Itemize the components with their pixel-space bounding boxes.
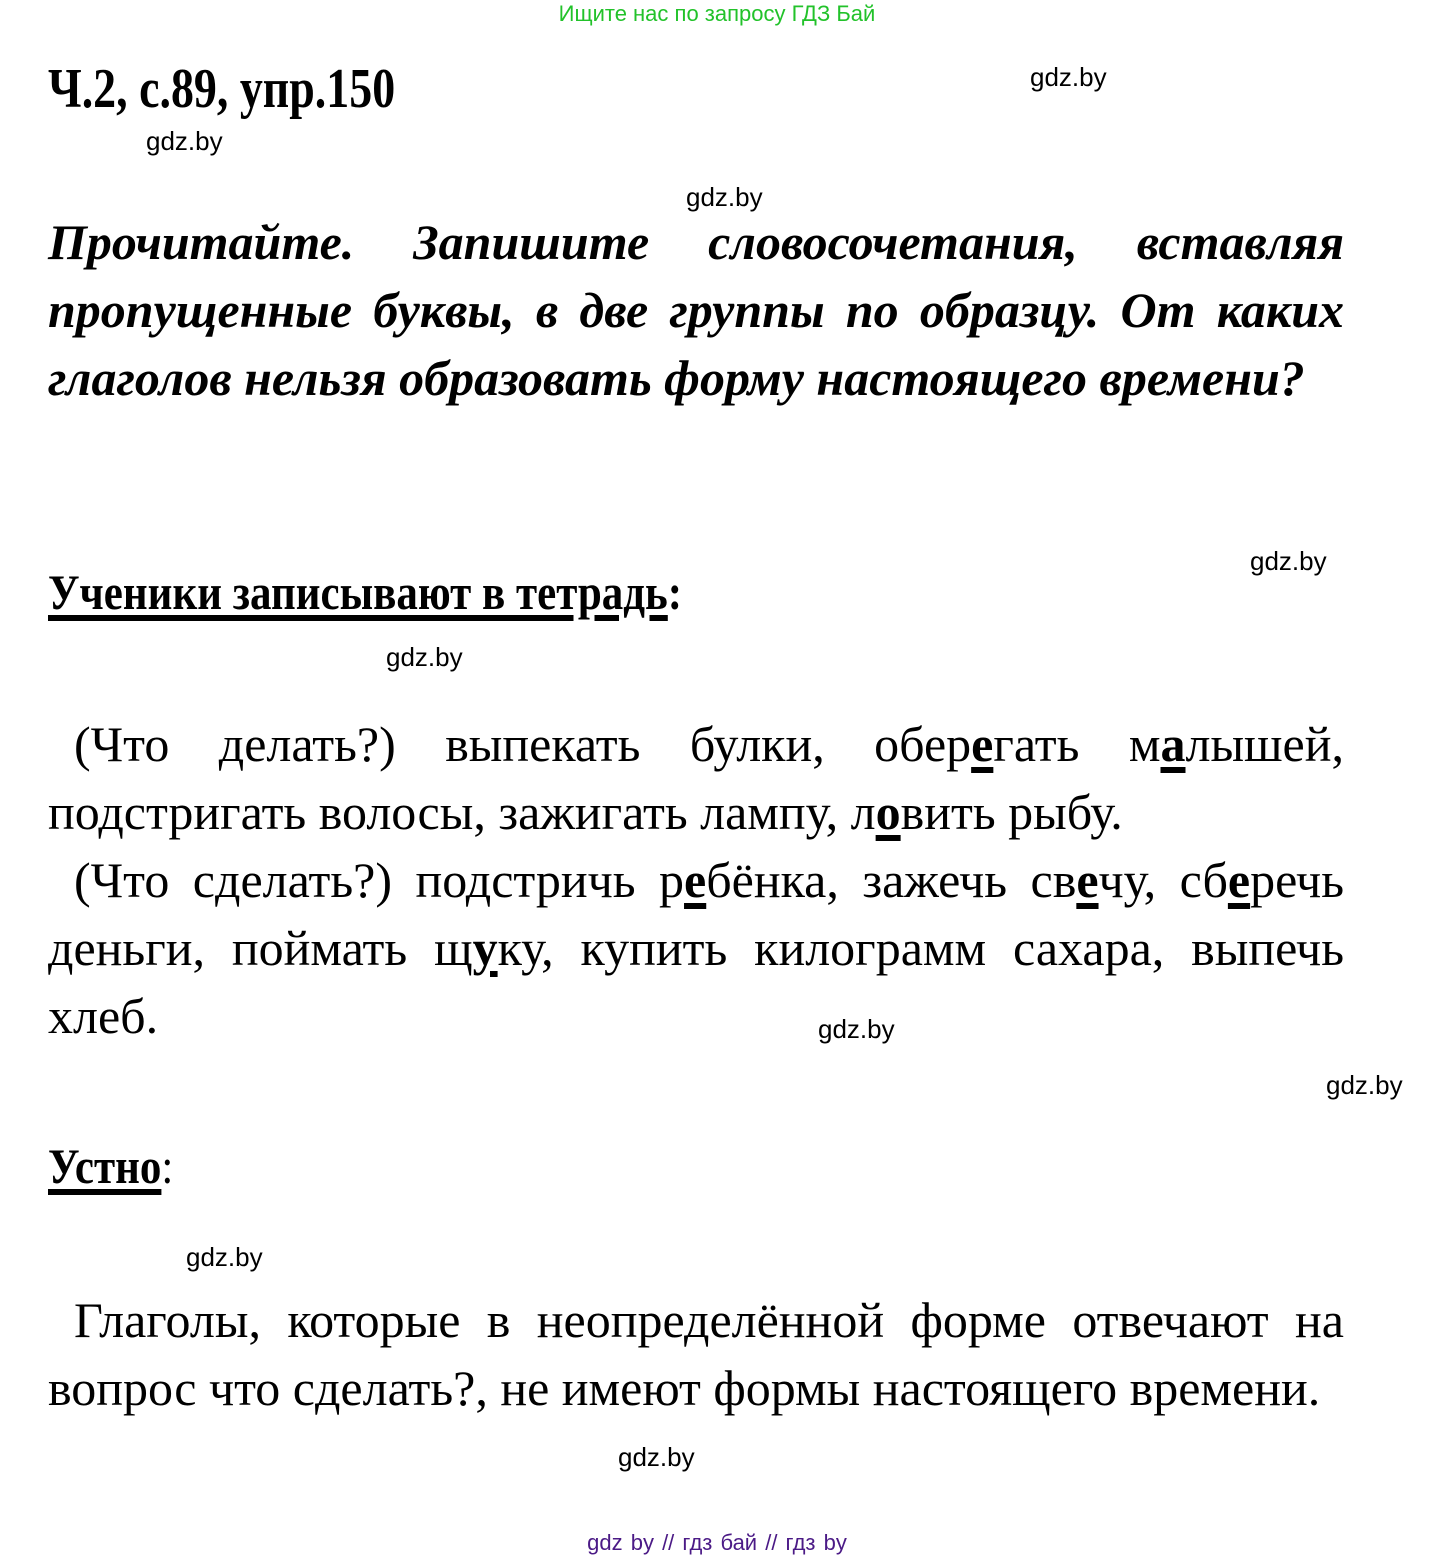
section-heading-text: Ученики записывают в тетрадь (48, 564, 668, 620)
text-segment: гать м (993, 716, 1161, 772)
top-banner: Ищите нас по запросу ГДЗ Бай (558, 1, 876, 26)
watermark: gdz.by (186, 1242, 263, 1272)
inserted-letter: а (1160, 716, 1186, 772)
watermark: gdz.by (818, 1014, 895, 1044)
answer-paragraph-oral: Глаголы, которые в неопределённой форме отвечают на вопрос что сделать?, не имеют формы настоящего времени. (48, 1292, 1344, 1416)
watermark: gdz.by (146, 126, 223, 156)
bottom-banner: gdz by // гдз бай // гдз by (587, 1530, 847, 1555)
text-segment: бёнка, зажечь св (706, 852, 1077, 908)
answer-paragraph-imperfective (48, 710, 1344, 846)
text-segment: ку, купить килограмм сахара, выпечь хлеб. (48, 920, 1344, 1044)
section-heading-notebook (48, 562, 682, 622)
inserted-letter: е (971, 716, 994, 772)
text-segment: чу, сб (1098, 852, 1228, 908)
section-heading-colon: : (161, 1138, 174, 1194)
watermark: gdz.by (618, 1442, 695, 1472)
section-heading-oral (48, 1136, 173, 1196)
text-segment: речь деньги, поймать щ (48, 852, 1344, 976)
task-instructions: Прочитайте. Запишите словосочетания, вставляя пропущенные буквы, в две группы по образцу. От каких глаголов нельзя образовать форму настоящего времени? (48, 214, 1344, 406)
text-segment: вить рыбу. (900, 784, 1123, 840)
inserted-letter: е (1076, 852, 1099, 908)
section-heading-colon: : (667, 564, 683, 620)
watermark: gdz.by (1030, 62, 1107, 92)
inserted-letter: е (1227, 852, 1251, 908)
inserted-letter: о (875, 784, 901, 840)
text-segment: (Что сделать?) подстричь р (74, 852, 685, 908)
page-title: Ч.2, с.89, упр.150 (48, 58, 396, 120)
answer-paragraph-perfective (48, 846, 1344, 1050)
text-segment: (Что делать?) выпекать булки, обер (74, 716, 972, 772)
watermark: gdz.by (686, 182, 763, 212)
watermark: gdz.by (386, 642, 463, 672)
watermark: gdz.by (1250, 546, 1327, 576)
answer-oral (48, 1286, 1344, 1422)
watermark: gdz.by (1326, 1070, 1403, 1100)
answer-notebook (48, 710, 1344, 1050)
section-heading-text: Устно (48, 1138, 162, 1194)
text-segment: лышей, подстригать волосы, зажигать лампу, л (48, 716, 1344, 840)
inserted-letter: у (472, 920, 498, 976)
inserted-letter: е (684, 852, 707, 908)
